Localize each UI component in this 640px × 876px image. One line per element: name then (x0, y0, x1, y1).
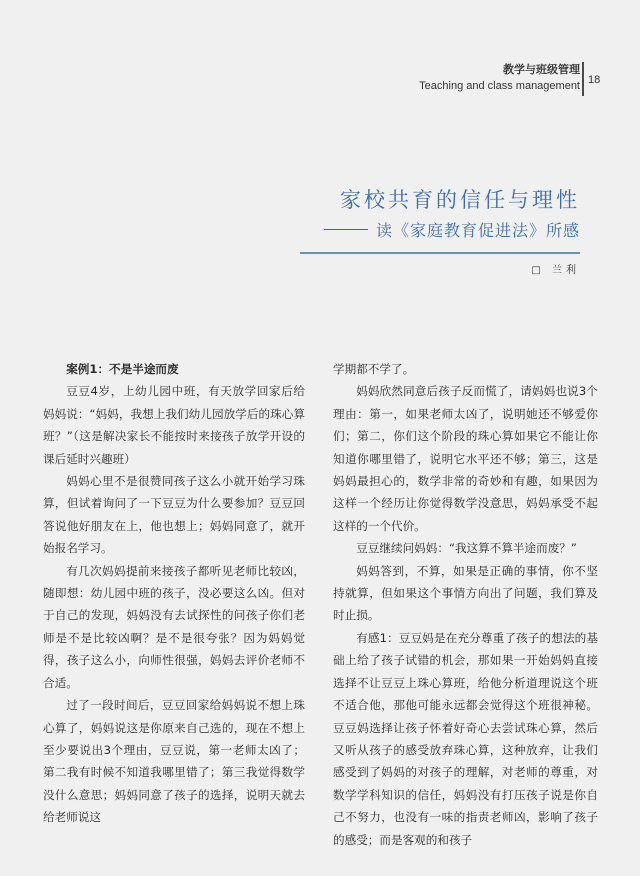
body-paragraph: 妈妈答到，不算，如果是正确的事情，你不坚持就算，但如果这个事情方向出了问题，我们算及时止损。 (333, 563, 598, 623)
body-paragraph: 过了一段时间后，豆豆回家给妈妈说不想上珠心算了，妈妈说这是你原来自己选的，现在不想上至少要说出3个理由，豆豆说，第一老师太凶了；第二我有时候不知道我哪里错了；第三我觉得数学没什么意思；妈妈同意了孩子的选择，说明天就去给老师说这 (43, 698, 305, 825)
page-number: 18 (588, 74, 601, 86)
body-paragraph: 妈妈心里不是很赞同孩子这么小就开始学习珠算，但试着询问了一下豆豆为什么要参加？豆豆回答说他好朋友在上，他也想上；妈妈同意了，就开始报名学习。 (43, 474, 305, 556)
article-title: 家校共育的信任与理性 (340, 188, 580, 212)
left-column (43, 358, 305, 829)
article-title-block (324, 186, 580, 241)
body-paragraph: 豆豆4岁，上幼儿园中班，有天放学回家后给妈妈说：“妈妈，我想上我们幼儿园放学后的珠心算班？”（这是解决家长不能按时来接孩子放学开设的课后延时兴趣班） (43, 384, 305, 466)
case-heading: 案例1：不是半途而废 (66, 362, 179, 376)
section-title-en: Teaching and class management (419, 80, 580, 92)
header-divider (582, 62, 584, 96)
article-subtitle: 读《家庭教育促进法》所感 (375, 221, 580, 240)
right-column (333, 358, 598, 851)
continued-line: 学期都不学了。 (333, 362, 415, 376)
subtitle-dash (324, 229, 368, 230)
title-rule (300, 252, 580, 254)
subtitle-row (324, 218, 580, 241)
author-byline: □ 兰利 (531, 265, 580, 276)
body-paragraph: 豆豆继续问妈妈：“我这算不算半途而废？” (356, 541, 577, 556)
body-paragraph: 有感1：豆豆妈是在充分尊重了孩子的想法的基础上给了孩子试错的机会，那如果一开始妈妈直接选择不让豆豆上珠心算班，给他分析道理说这个班不适合他，那他可能永远都会觉得这个班很神秘。豆豆妈选择让孩子怀着好奇心去尝试珠心算，然后又听从孩子的感受放弃珠心算，这种放弃，让我们感受到了妈妈的对孩子的理解，对老师的尊重，对数学学科知识的信任，妈妈没有打压孩子说是你自己不努力，也没有一味的指责老师凶，影响了孩子的感受；而是客观的和孩子 (333, 630, 598, 847)
body-paragraph: 有几次妈妈提前来接孩子都听见老师比较凶，随即想：幼儿园中班的孩子，没必要这么凶。但对于自己的发现，妈妈没有去试探性的问孩子你们老师是不是比较凶啊？是不是很夸张？因为妈妈觉得，孩子这么小，向师性很强，妈妈去评价老师不合适。 (43, 563, 305, 690)
running-header (419, 62, 580, 94)
body-paragraph: 妈妈欣然同意后孩子反而慌了，请妈妈也说3个理由：第一，如果老师太凶了，说明她还不够爱你们；第二，你们这个阶段的珠心算如果它不能让你知道你哪里错了，说明它水平还不够；第三，这是妈妈最担心的，数学非常的奇妙和有趣，如果因为这样一个经历让你觉得数学没意思，妈妈承受不起这样的一个代价。 (333, 384, 598, 533)
section-title-cn: 教学与班级管理 (503, 63, 580, 76)
